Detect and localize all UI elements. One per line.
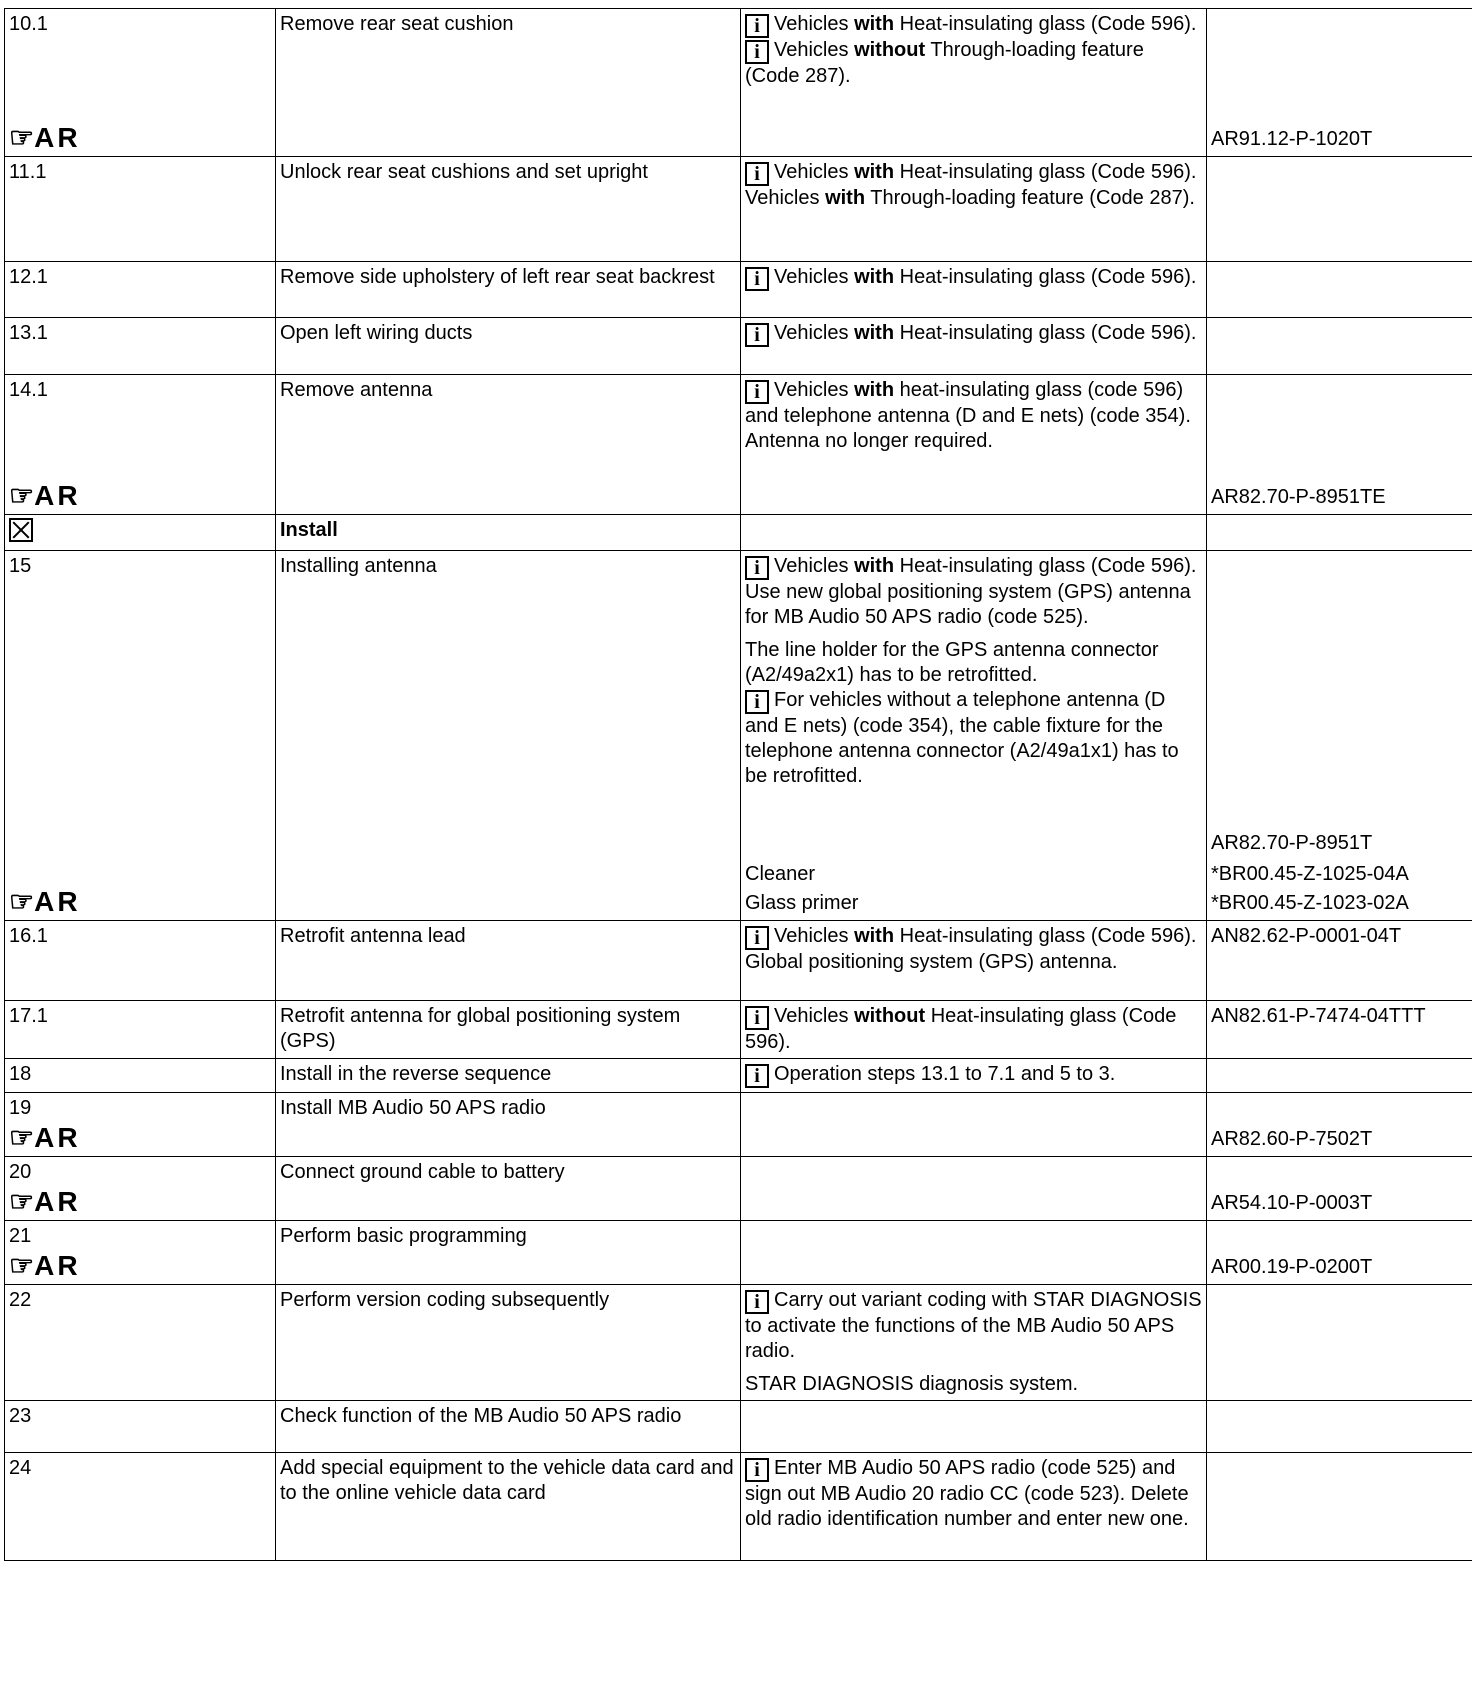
notes-cell (741, 1401, 1207, 1453)
reference-code[interactable]: AR82.70-P-8951T (1211, 832, 1373, 854)
procedure-table (4, 8, 1472, 1561)
note-text: Through-loading feature (Code 287). (745, 39, 1144, 87)
note-line (745, 1456, 1202, 1532)
pointing-hand-icon: ☞ (9, 1250, 35, 1281)
reference-cell (1207, 1285, 1472, 1401)
note-text: For vehicles without a telephone antenna (D and E nets) (code 354), the cable fixture for the telephone antenna connector (A2/49a1x1) has to be retrofitted. (745, 689, 1179, 787)
notes-cell (741, 157, 1207, 262)
info-icon: i (745, 380, 769, 404)
ar-label: AR (34, 886, 81, 917)
note-text: Vehicles (774, 39, 855, 61)
note-text: Through-loading feature (Code 287). (865, 187, 1195, 209)
note-keyword: with (854, 925, 895, 947)
info-icon: i (745, 162, 769, 186)
step-number-cell (5, 318, 276, 375)
step-number: 12.1 (9, 266, 48, 288)
info-icon: i (745, 267, 769, 291)
step-number: 23 (9, 1405, 32, 1427)
step-number-cell (5, 1059, 276, 1093)
pointing-hand-icon: ☞ (9, 480, 35, 511)
table-row (5, 1453, 1472, 1561)
reference-cell (1207, 262, 1472, 318)
step-description: Add special equipment to the vehicle data card and to the online vehicle data card (280, 1457, 734, 1504)
reference-cell (1207, 1093, 1472, 1157)
description-cell (276, 551, 741, 921)
description-cell (276, 1285, 741, 1401)
description-cell (276, 157, 741, 262)
step-number: 18 (9, 1063, 32, 1085)
table-row (5, 921, 1472, 1001)
install-section-heading: Install (280, 519, 338, 541)
note-line (745, 1288, 1202, 1364)
step-number-cell (5, 1285, 276, 1401)
reference-code[interactable]: AR82.60-P-7502T (1211, 1128, 1373, 1150)
notes-cell (741, 1059, 1207, 1093)
pointing-hand-icon: ☞ (9, 886, 35, 917)
note-text: Vehicles (774, 322, 855, 344)
notes-cell (741, 1093, 1207, 1157)
table-row (5, 1401, 1472, 1453)
step-number-cell (5, 1001, 276, 1059)
step-description: Install MB Audio 50 APS radio (280, 1097, 546, 1119)
description-cell (276, 375, 741, 515)
notes-cell (741, 262, 1207, 318)
table-row (5, 318, 1472, 375)
info-icon: i (745, 323, 769, 347)
note-keyword: with (854, 266, 895, 288)
note-keyword: without (854, 39, 926, 61)
reference-cell (1207, 1221, 1472, 1285)
note-keyword: with (825, 187, 866, 209)
step-description: Perform basic programming (280, 1225, 527, 1247)
note-line (745, 321, 1202, 347)
step-description: Perform version coding subsequently (280, 1289, 610, 1311)
step-number-cell (5, 157, 276, 262)
note-text: Heat-insulating glass (Code 596). (894, 555, 1197, 577)
step-number-cell (5, 1157, 276, 1221)
note-text: Vehicles (774, 925, 855, 947)
step-number: 24 (9, 1457, 32, 1479)
info-icon: i (745, 1458, 769, 1482)
step-description: Remove antenna (280, 379, 433, 401)
step-number-cell (5, 515, 276, 551)
description-cell (276, 1401, 741, 1453)
note-text: Operation steps 13.1 to 7.1 and 5 to 3. (774, 1063, 1116, 1085)
notes-cell (741, 1221, 1207, 1285)
step-number: 13.1 (9, 322, 48, 344)
note-text: Vehicles (774, 555, 855, 577)
step-number: 22 (9, 1289, 32, 1311)
pointing-hand-icon: ☞ (9, 1186, 35, 1217)
ar-reference-link[interactable] (9, 887, 81, 917)
notes-cell (741, 1001, 1207, 1059)
note-text: Vehicles (774, 266, 855, 288)
note-text: Vehicles (774, 13, 855, 35)
note-text: Vehicles (745, 187, 826, 209)
material-name: Glass primer (745, 892, 859, 914)
step-number: 19 (9, 1097, 32, 1119)
ar-label: AR (34, 480, 81, 511)
step-number: 17.1 (9, 1005, 48, 1027)
step-description: Open left wiring ducts (280, 322, 473, 344)
note-keyword: without (854, 1005, 926, 1027)
notes-cell (741, 1157, 1207, 1221)
note-line (745, 688, 1202, 789)
step-number: 11.1 (9, 161, 47, 183)
note-text: Enter MB Audio 50 APS radio (code 525) and sign out MB Audio 20 radio CC (code 523). Delete old radio identification number and enter new one. (745, 1457, 1189, 1530)
description-cell (276, 1453, 741, 1561)
note-text: The line holder for the GPS antenna connector (A2/49a2x1) has to be retrofitted. (745, 639, 1159, 686)
description-cell (276, 262, 741, 318)
reference-cell (1207, 9, 1472, 157)
note-text: Global positioning system (GPS) antenna. (745, 951, 1118, 973)
note-text: Heat-insulating glass (Code 596). (894, 266, 1197, 288)
step-description: Retrofit antenna lead (280, 925, 466, 947)
step-number-cell (5, 375, 276, 515)
reference-cell (1207, 1157, 1472, 1221)
note-text: Use new global positioning system (GPS) antenna for MB Audio 50 APS radio (code 525). (745, 581, 1191, 628)
table-row (5, 1001, 1472, 1059)
step-number-cell (5, 921, 276, 1001)
step-number: 16.1 (9, 925, 48, 947)
description-cell (276, 515, 741, 551)
reference-cell (1207, 551, 1472, 921)
table-row (5, 1093, 1472, 1157)
table-row (5, 1221, 1472, 1285)
note-text: Vehicles (774, 379, 855, 401)
description-cell (276, 318, 741, 375)
step-number-cell (5, 1401, 276, 1453)
step-number-cell (5, 1221, 276, 1285)
reference-cell (1207, 1453, 1472, 1561)
step-number: 15 (9, 555, 32, 577)
note-text: Vehicles (774, 161, 855, 183)
ar-reference-link[interactable] (9, 1123, 81, 1153)
notes-cell (741, 318, 1207, 375)
table-row (5, 262, 1472, 318)
note-text: Heat-insulating glass (Code 596). (894, 161, 1197, 183)
note-line (745, 638, 1202, 688)
note-keyword: with (854, 13, 895, 35)
reference-cell (1207, 1401, 1472, 1453)
notes-cell (741, 515, 1207, 551)
description-cell (276, 921, 741, 1001)
notes-cell (741, 551, 1207, 921)
reference-cell (1207, 1059, 1472, 1093)
note-text: Heat-insulating glass (Code 596). (894, 13, 1197, 35)
note-line (745, 38, 1202, 89)
reference-code[interactable]: AR54.10-P-0003T (1211, 1192, 1373, 1214)
info-icon: i (745, 1006, 769, 1030)
note-text: heat-insulating glass (code 596) and telephone antenna (D and E nets) (code 354). (745, 379, 1191, 427)
note-line (745, 429, 1202, 454)
note-line (745, 1062, 1202, 1088)
info-icon: i (745, 1290, 769, 1314)
description-cell (276, 1001, 741, 1059)
ar-label: AR (34, 1186, 81, 1217)
reference-cell (1207, 921, 1472, 1001)
step-number-cell (5, 1093, 276, 1157)
note-text: Heat-insulating glass (Code 596). (745, 1005, 1177, 1053)
ar-reference-link[interactable] (9, 481, 81, 511)
reference-cell (1207, 157, 1472, 262)
note-line (745, 950, 1202, 975)
table-row (5, 551, 1472, 921)
note-line (745, 924, 1202, 950)
note-keyword: with (854, 322, 895, 344)
step-description: Remove rear seat cushion (280, 13, 514, 35)
info-icon: i (745, 14, 769, 38)
description-cell (276, 1059, 741, 1093)
notes-cell (741, 9, 1207, 157)
reference-cell (1207, 318, 1472, 375)
reference-cell (1207, 1001, 1472, 1059)
description-cell (276, 1157, 741, 1221)
step-description: Retrofit antenna for global positioning system (GPS) (280, 1005, 681, 1052)
note-keyword: with (854, 379, 895, 401)
table-row (5, 9, 1472, 157)
step-number: 14.1 (9, 379, 48, 401)
ar-reference-link[interactable] (9, 123, 81, 153)
note-text: Carry out variant coding with STAR DIAGNOSIS to activate the functions of the MB Audio 50 APS radio. (745, 1289, 1202, 1362)
step-number: 20 (9, 1161, 32, 1183)
table-row (5, 157, 1472, 262)
note-line (745, 265, 1202, 291)
pointing-hand-icon: ☞ (9, 1122, 35, 1153)
note-line (745, 580, 1202, 630)
note-text: Antenna no longer required. (745, 430, 993, 452)
table-row (5, 375, 1472, 515)
material-name: Cleaner (745, 863, 816, 885)
table-row (5, 1059, 1472, 1093)
note-line (745, 160, 1202, 186)
note-text: Heat-insulating glass (Code 596). (894, 925, 1197, 947)
note-keyword: with (854, 555, 895, 577)
ar-reference-link[interactable] (9, 1187, 81, 1217)
info-icon: i (745, 556, 769, 580)
note-line (745, 186, 1202, 211)
note-line (745, 554, 1202, 580)
table-row (5, 1157, 1472, 1221)
reference-cell (1207, 375, 1472, 515)
notes-cell (741, 1453, 1207, 1561)
step-description: Unlock rear seat cushions and set upright (280, 161, 648, 183)
step-number-cell (5, 262, 276, 318)
material-reference[interactable]: *BR00.45-Z-1025-04A (1211, 863, 1409, 885)
reference-code[interactable]: AN82.62-P-0001-04T (1211, 925, 1402, 947)
step-number: 21 (9, 1225, 32, 1247)
step-number: 10.1 (9, 13, 48, 35)
step-description: Remove side upholstery of left rear seat backrest (280, 266, 715, 288)
ar-label: AR (34, 1122, 81, 1153)
description-cell (276, 9, 741, 157)
notes-cell (741, 1285, 1207, 1401)
table-row (5, 1285, 1472, 1401)
step-description: Installing antenna (280, 555, 437, 577)
ar-label: AR (34, 1250, 81, 1281)
step-number-cell (5, 551, 276, 921)
step-number-cell (5, 9, 276, 157)
reference-code[interactable]: AR91.12-P-1020T (1211, 128, 1373, 150)
info-icon: i (745, 1064, 769, 1088)
info-icon: i (745, 690, 769, 714)
install-icon (9, 518, 33, 542)
table-row (5, 515, 1472, 551)
material-reference[interactable]: *BR00.45-Z-1023-02A (1211, 892, 1409, 914)
step-description: Install in the reverse sequence (280, 1063, 552, 1085)
note-keyword: with (854, 161, 895, 183)
info-icon: i (745, 40, 769, 64)
info-icon: i (745, 926, 769, 950)
note-line (745, 378, 1202, 429)
notes-cell (741, 375, 1207, 515)
description-cell (276, 1221, 741, 1285)
note-text: Vehicles (774, 1005, 855, 1027)
pointing-hand-icon: ☞ (9, 122, 35, 153)
description-cell (276, 1093, 741, 1157)
notes-cell (741, 921, 1207, 1001)
ar-reference-link[interactable] (9, 1251, 81, 1281)
ar-label: AR (34, 122, 81, 153)
note-line (745, 1004, 1202, 1055)
reference-code[interactable]: AR82.70-P-8951TE (1211, 486, 1386, 508)
note-text: Heat-insulating glass (Code 596). (894, 322, 1197, 344)
note-text: STAR DIAGNOSIS diagnosis system. (745, 1373, 1079, 1395)
reference-cell (1207, 515, 1472, 551)
step-description: Check function of the MB Audio 50 APS radio (280, 1405, 682, 1427)
reference-code[interactable]: AR00.19-P-0200T (1211, 1256, 1373, 1278)
step-description: Connect ground cable to battery (280, 1161, 565, 1183)
note-line (745, 1372, 1202, 1397)
step-number-cell (5, 1453, 276, 1561)
reference-code[interactable]: AN82.61-P-7474-04TTT (1211, 1005, 1426, 1027)
note-line (745, 12, 1202, 38)
